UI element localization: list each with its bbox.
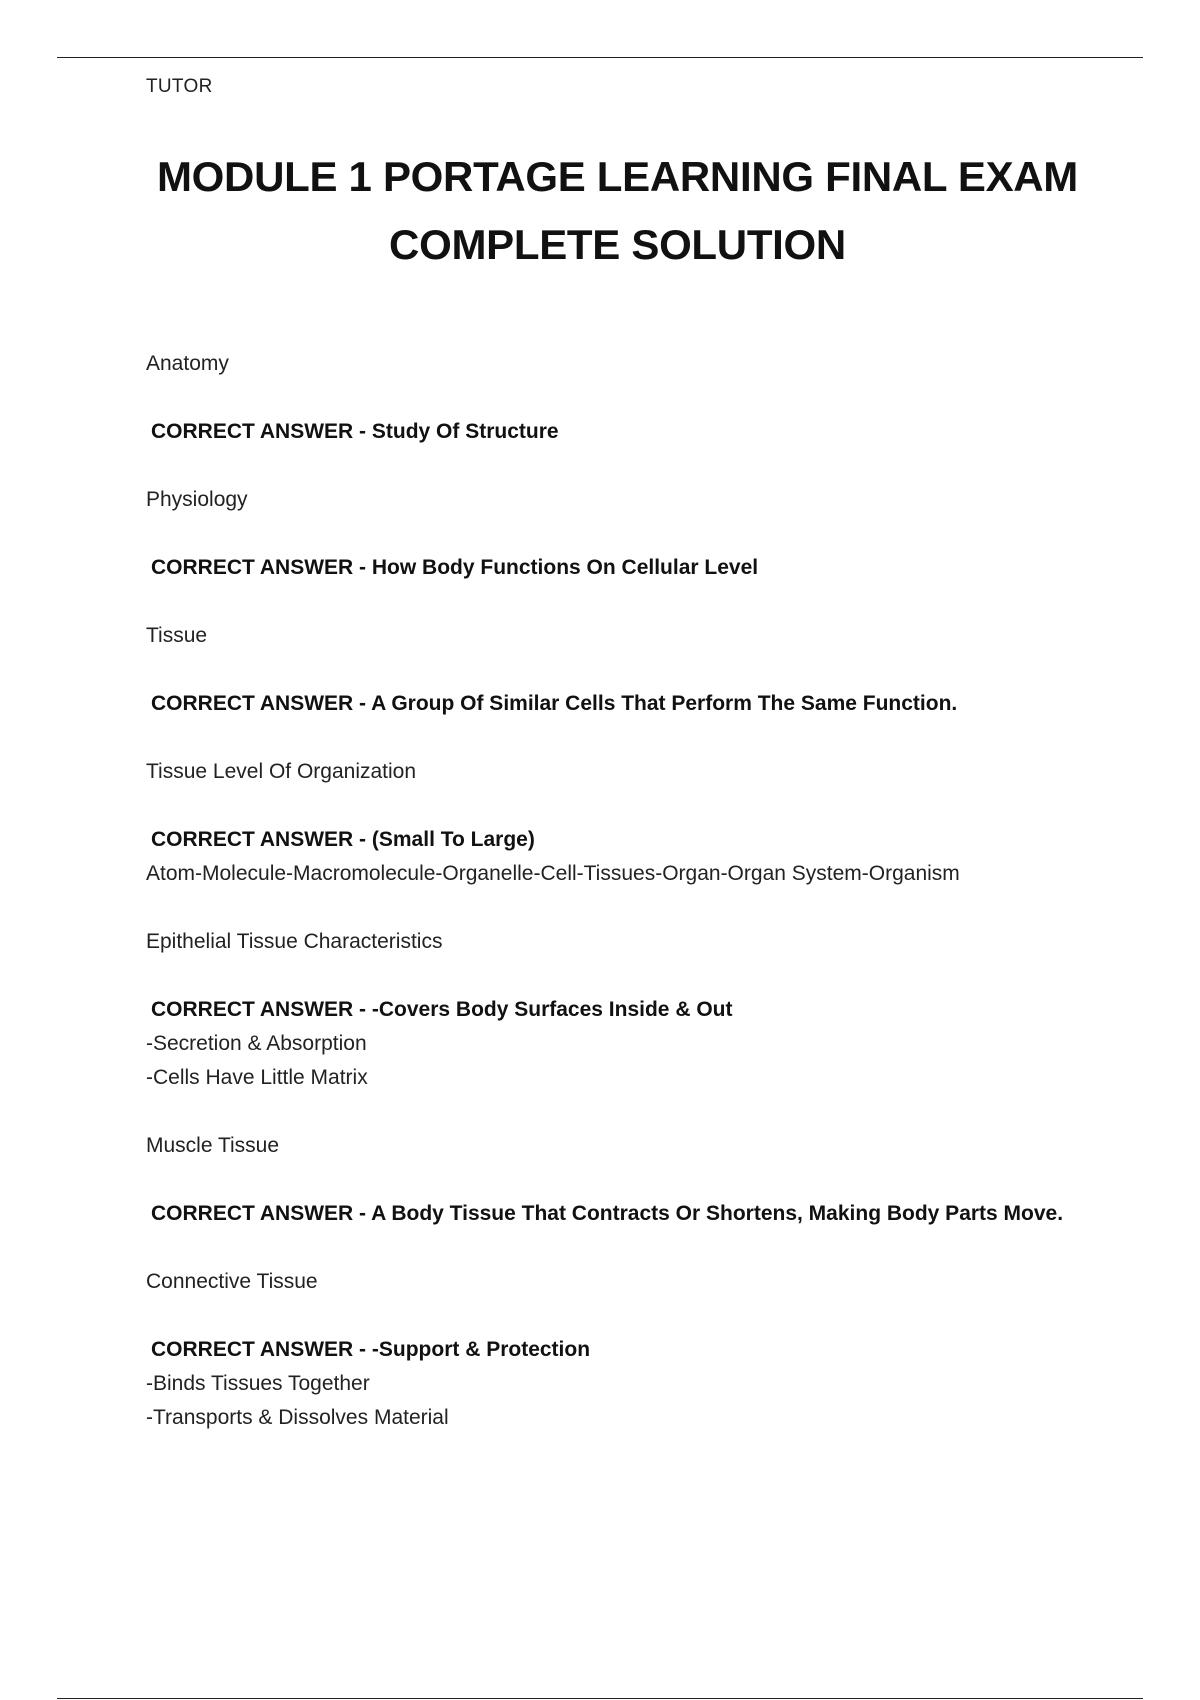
title-line-1: MODULE 1 PORTAGE LEARNING FINAL EXAM bbox=[156, 153, 1078, 200]
question-text: Tissue bbox=[146, 624, 208, 647]
page-title bbox=[120, 143, 1115, 279]
qa-item bbox=[146, 1129, 1106, 1265]
qa-item bbox=[146, 483, 1106, 619]
top-rule bbox=[57, 57, 1143, 58]
answer-text: CORRECT ANSWER - How Body Functions On Cellular Level bbox=[151, 556, 759, 579]
question-text: Muscle Tissue bbox=[146, 1134, 280, 1157]
question-text: Connective Tissue bbox=[146, 1270, 318, 1293]
qa-item bbox=[146, 925, 1106, 1129]
answer-detail: -Cells Have Little Matrix bbox=[146, 1066, 368, 1089]
answer-text: CORRECT ANSWER - -Covers Body Surfaces Inside & Out bbox=[151, 998, 733, 1021]
qa-item bbox=[146, 1265, 1106, 1435]
question-text: Physiology bbox=[146, 488, 248, 511]
qa-item bbox=[146, 755, 1106, 925]
question-text: Epithelial Tissue Characteristics bbox=[146, 930, 443, 953]
answer-detail: -Transports & Dissolves Material bbox=[146, 1406, 449, 1429]
answer-detail: Atom-Molecule-Macromolecule-Organelle-Cell-Tissues-Organ-Organ System-Organism bbox=[146, 862, 960, 885]
title-line-2: COMPLETE SOLUTION bbox=[389, 221, 846, 268]
qa-list bbox=[146, 347, 1106, 1435]
qa-item bbox=[146, 347, 1106, 483]
answer-text: CORRECT ANSWER - A Body Tissue That Contracts Or Shortens, Making Body Parts Move. bbox=[151, 1202, 1064, 1225]
answer-text: CORRECT ANSWER - -Support & Protection bbox=[151, 1338, 591, 1361]
answer-detail: -Secretion & Absorption bbox=[146, 1032, 367, 1055]
answer-text: CORRECT ANSWER - A Group Of Similar Cells That Perform The Same Function. bbox=[151, 692, 958, 715]
answer-detail: -Binds Tissues Together bbox=[146, 1372, 370, 1395]
question-text: Tissue Level Of Organization bbox=[146, 760, 417, 783]
question-text: Anatomy bbox=[146, 352, 229, 375]
answer-text: CORRECT ANSWER - Study Of Structure bbox=[151, 420, 559, 443]
header-label: TUTOR bbox=[146, 76, 213, 97]
qa-item bbox=[146, 619, 1106, 755]
answer-text: CORRECT ANSWER - (Small To Large) bbox=[151, 828, 535, 851]
bottom-rule bbox=[57, 1698, 1143, 1699]
